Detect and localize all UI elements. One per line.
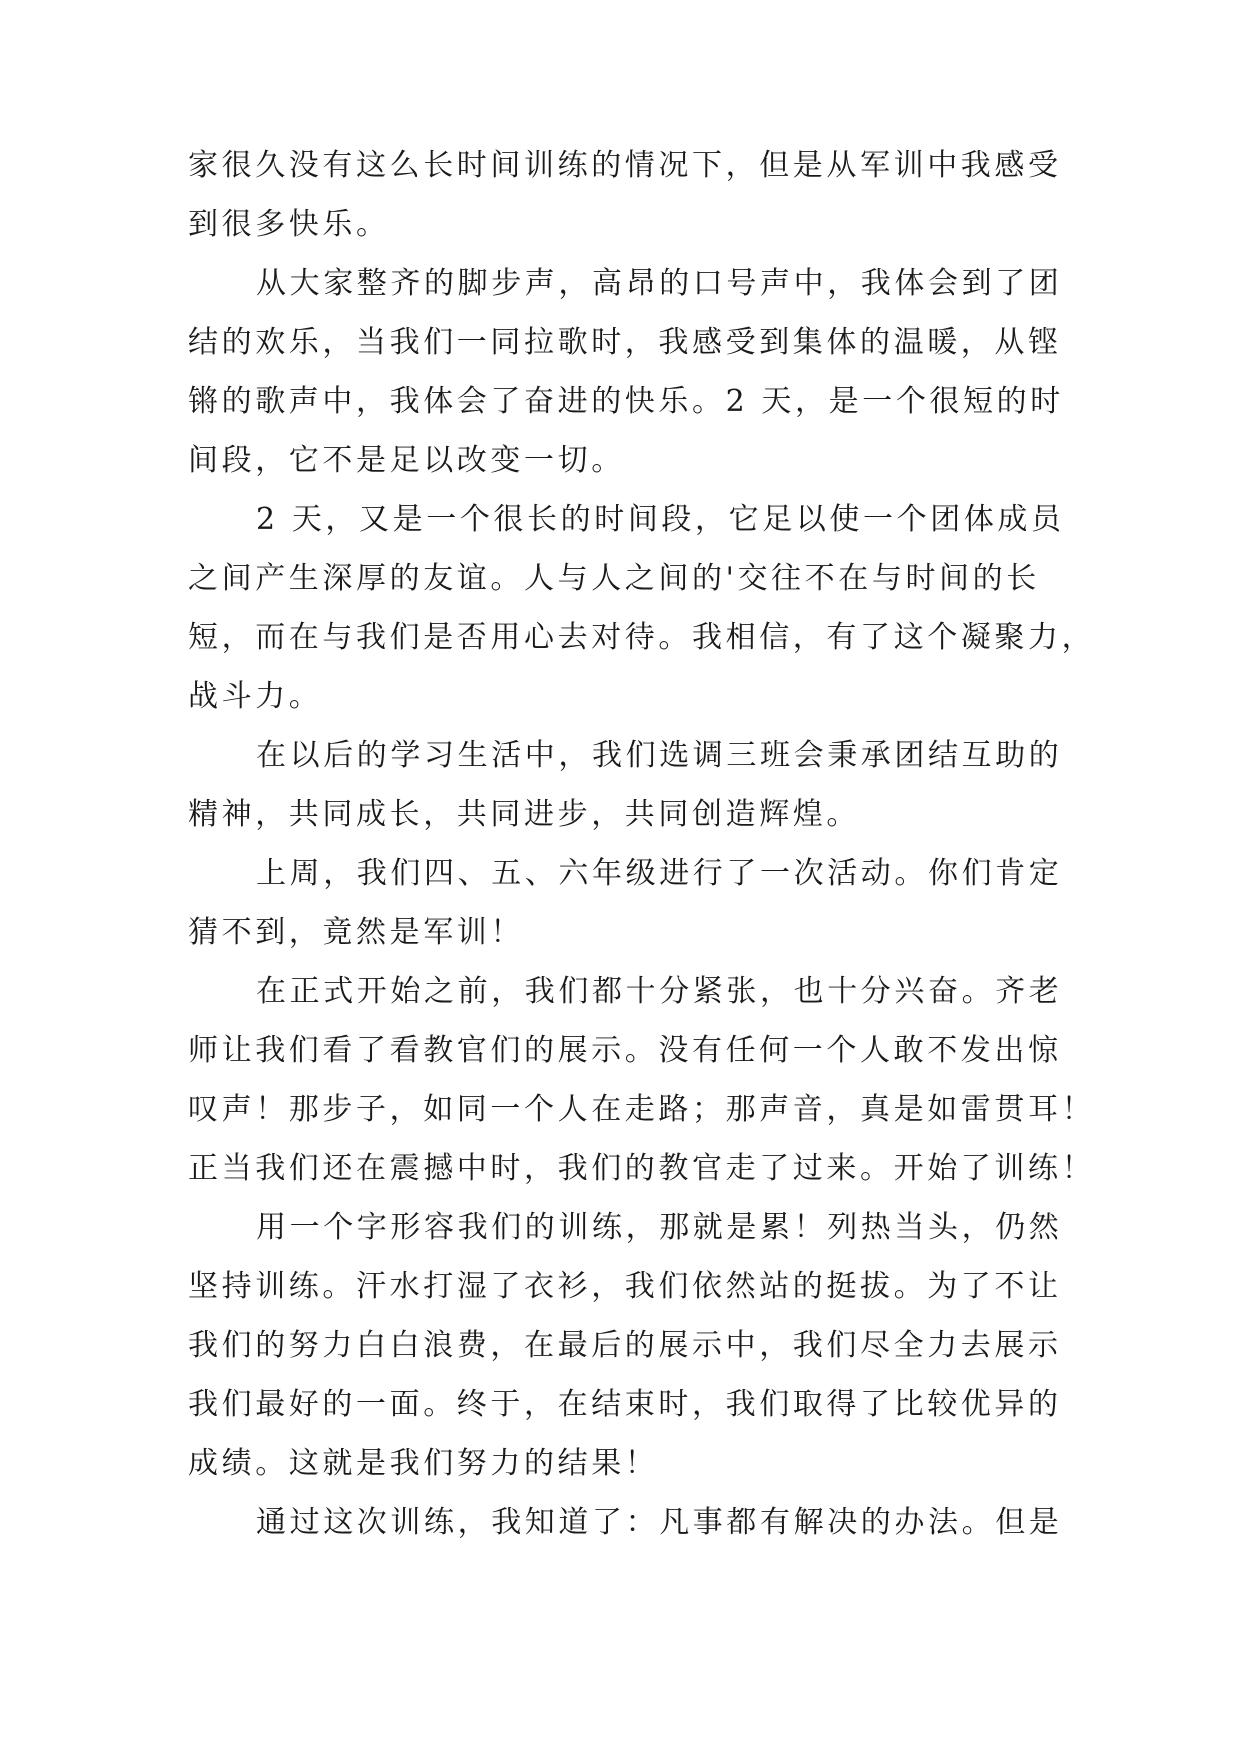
text-line: 2 天，又是一个很长的时间段，它足以使一个团体成员 bbox=[256, 502, 1065, 537]
text-line: 结的欢乐，当我们一同拉歌时，我感受到集体的温暖，从铿 bbox=[188, 325, 1062, 360]
text-line: 正当我们还在震撼中时，我们的教官走了过来。开始了训练！ bbox=[188, 1151, 1096, 1186]
text-line: 从大家整齐的脚步声，高昂的口号声中，我体会到了团 bbox=[256, 266, 1063, 301]
text-line: 我们的努力白白浪费，在最后的展示中，我们尽全力去展示 bbox=[188, 1328, 1062, 1363]
text-line: 叹声！那步子，如同一个人在走路；那声音，真是如雷贯耳！ bbox=[188, 1092, 1096, 1127]
paragraph bbox=[188, 962, 1096, 1198]
text-line: 师让我们看了看教官们的展示。没有任何一个人敢不发出惊 bbox=[188, 1033, 1062, 1068]
text-line: 上周，我们四、五、六年级进行了一次活动。你们肯定 bbox=[256, 856, 1063, 891]
paragraph bbox=[188, 254, 1064, 490]
paragraph bbox=[188, 1198, 1063, 1493]
text-line: 短，而在与我们是否用心去对待。我相信，有了这个凝聚力， bbox=[188, 620, 1096, 655]
text-line: 战斗力。 bbox=[188, 679, 323, 714]
text-line: 家很久没有这么长时间训练的情况下，但是从军训中我感受 bbox=[188, 148, 1062, 183]
text-line: 猜不到，竟然是军训！ bbox=[188, 915, 524, 950]
text-line: 之间产生深厚的友谊。人与人之间的'交往不在与时间的长 bbox=[188, 561, 1040, 596]
paragraph bbox=[188, 726, 1063, 844]
text-line: 在正式开始之前，我们都十分紧张，也十分兴奋。齐老 bbox=[256, 974, 1063, 1009]
paragraph bbox=[188, 844, 1063, 962]
paragraph bbox=[188, 136, 1062, 254]
text-line: 我们最好的一面。终于，在结束时，我们取得了比较优异的 bbox=[188, 1387, 1062, 1422]
text-line: 到很多快乐。 bbox=[188, 207, 390, 242]
text-line: 用一个字形容我们的训练，那就是累！列热当头，仍然 bbox=[256, 1210, 1063, 1245]
text-line: 成绩。这就是我们努力的结果！ bbox=[188, 1446, 659, 1481]
text-line: 在以后的学习生活中，我们选调三班会秉承团结互助的 bbox=[256, 738, 1063, 773]
document-body bbox=[188, 136, 1096, 1552]
text-line: 锵的歌声中，我体会了奋进的快乐。2 天，是一个很短的时 bbox=[188, 384, 1064, 419]
paragraph bbox=[188, 490, 1096, 726]
text-line: 间段，它不是足以改变一切。 bbox=[188, 443, 625, 478]
text-line: 坚持训练。汗水打湿了衣衫，我们依然站的挺拔。为了不让 bbox=[188, 1269, 1062, 1304]
paragraph bbox=[188, 1493, 1063, 1552]
text-line: 精神，共同成长，共同进步，共同创造辉煌。 bbox=[188, 797, 860, 832]
text-line: 通过这次训练，我知道了：凡事都有解决的办法。但是 bbox=[256, 1505, 1063, 1540]
